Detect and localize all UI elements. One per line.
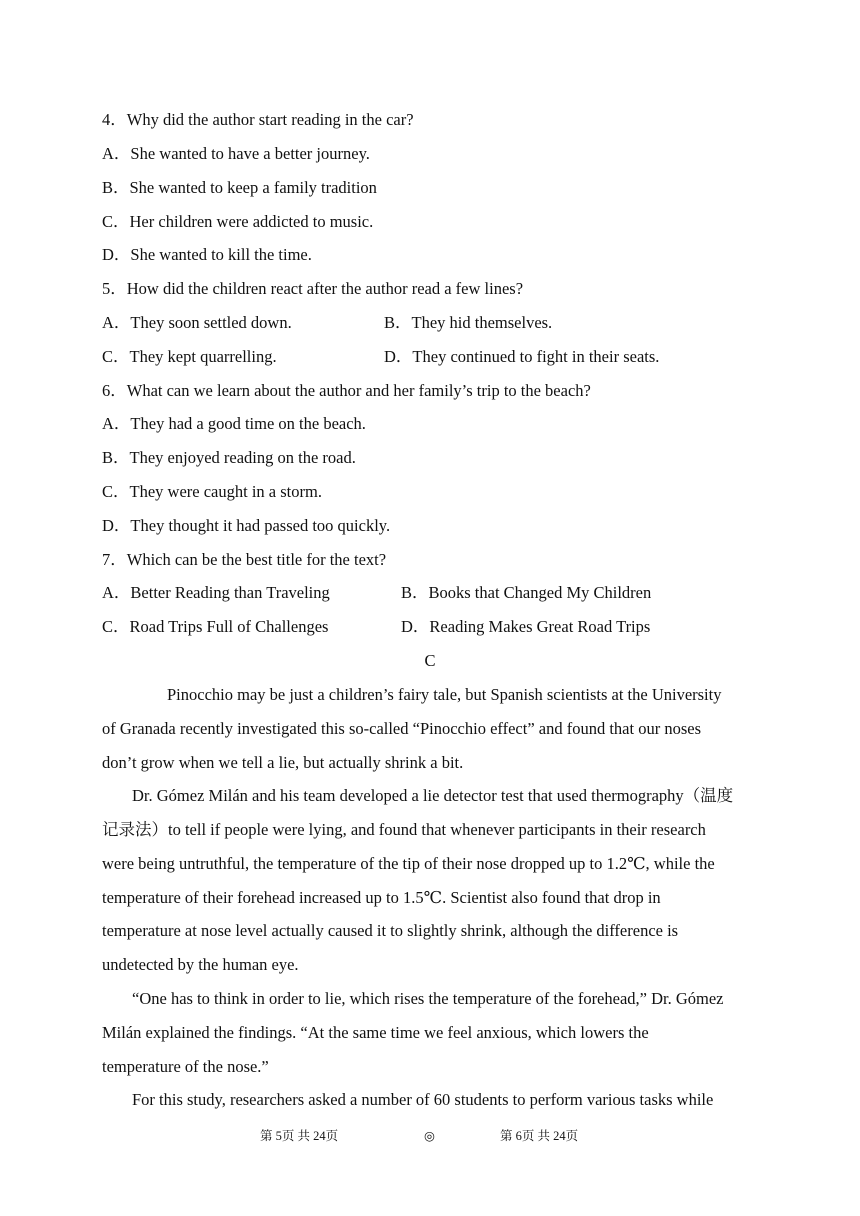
question-6-option-a: A．They had a good time on the beach.	[102, 414, 366, 433]
question-4-option-c: C．Her children were addicted to music.	[102, 212, 374, 231]
question-6-option-c: C．They were caught in a storm.	[102, 482, 322, 501]
section-heading: C	[424, 651, 436, 670]
passage-line: don’t grow when we tell a lie, but actually shrink a bit.	[102, 753, 464, 772]
question-4-option-a: A．She wanted to have a better journey.	[102, 144, 370, 163]
question-5-option-d: D．They continued to fight in their seats.	[384, 347, 660, 366]
question-4-option-d: D．She wanted to kill the time.	[102, 245, 312, 264]
page-number-right: 第 6页 共 24页	[500, 1129, 579, 1143]
passage-line: temperature of the nose.”	[102, 1057, 269, 1076]
question-4-stem: 4．Why did the author start reading in the car?	[102, 110, 414, 129]
passage-line: temperature at nose level actually caused it to slightly shrink, although the difference is	[102, 921, 679, 940]
passage-line: “One has to think in order to lie, which rises the temperature of the forehead,” Dr. Gómez	[132, 989, 724, 1008]
passage-line: Milán explained the findings. “At the same time we feel anxious, which lowers the	[102, 1023, 649, 1042]
question-6-stem: 6．What can we learn about the author and her family’s trip to the beach?	[102, 381, 591, 400]
passage-line: were being untruthful, the temperature of the tip of their nose dropped up to 1.2℃, while the	[102, 854, 715, 873]
question-7-option-a: A．Better Reading than Traveling	[102, 583, 330, 602]
question-5-option-b: B．They hid themselves.	[384, 313, 553, 332]
passage-line: For this study, researchers asked a number of 60 students to perform various tasks while	[132, 1090, 714, 1109]
question-6-option-d: D．They thought it had passed too quickly.	[102, 516, 391, 535]
question-5-option-c: C．They kept quarrelling.	[102, 347, 277, 366]
passage-line: of Granada recently investigated this so-called “Pinocchio effect” and found that our noses	[102, 719, 701, 738]
passage-line: 记录法）to tell if people were lying, and found that whenever participants in their research	[102, 820, 706, 839]
question-7-option-b: B．Books that Changed My Children	[401, 583, 652, 602]
passage-line: Dr. Gómez Milán and his team developed a lie detector test that used thermography（温度	[132, 786, 734, 805]
question-7-option-c: C．Road Trips Full of Challenges	[102, 617, 329, 636]
passage-line: undetected by the human eye.	[102, 955, 299, 974]
question-7-option-d: D．Reading Makes Great Road Trips	[401, 617, 651, 636]
page-number-left: 第 5页 共 24页	[260, 1129, 339, 1143]
question-4-option-b: B．She wanted to keep a family tradition	[102, 178, 377, 197]
question-5-stem: 5．How did the children react after the author read a few lines?	[102, 279, 524, 298]
question-7-stem: 7．Which can be the best title for the text?	[102, 550, 387, 569]
passage-line: Pinocchio may be just a children’s fairy tale, but Spanish scientists at the University	[167, 685, 722, 704]
footer-mark: ◎	[424, 1129, 435, 1143]
question-6-option-b: B．They enjoyed reading on the road.	[102, 448, 356, 467]
passage-line: temperature of their forehead increased up to 1.5℃. Scientist also found that drop in	[102, 888, 661, 907]
question-5-option-a: A．They soon settled down.	[102, 313, 292, 332]
